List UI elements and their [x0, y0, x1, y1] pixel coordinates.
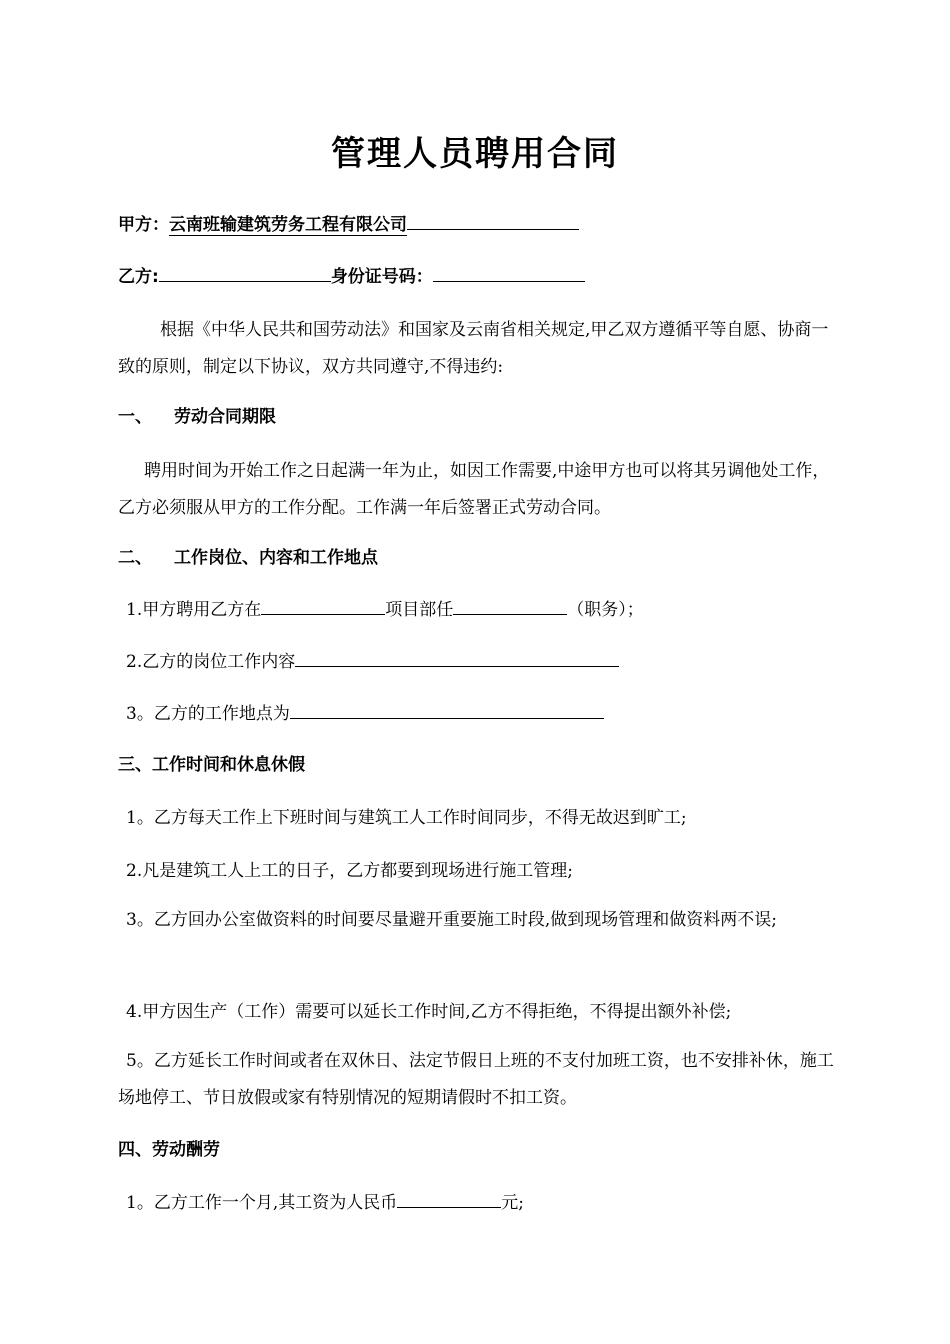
position-blank [453, 596, 567, 615]
id-number-label: 身份证号码： [330, 267, 433, 287]
job-content-blank [295, 648, 619, 667]
document-title: 管理人员聘用合同 [331, 134, 619, 174]
id-number-blank [433, 263, 585, 282]
section-2-item-1 [126, 596, 644, 624]
section-3-item-4: 4.甲方因生产（工作）需要可以延长工作时间,乙方不得拒绝，不得提出额外补偿; [126, 1002, 732, 1022]
section-1-paragraph: 聘用时间为开始工作之日起满一年为止，如因工作需要,中途甲方也可以将其另调他处工作，乙方必须服从甲方的工作分配。工作满一年后签署正式劳动合同。 [118, 461, 830, 518]
section-2-item-3 [126, 700, 604, 728]
section-4-item-1 [126, 1189, 524, 1217]
section-3-item-5: 5。乙方延长工作时间或者在双休日、法定节假日上班的不支付加班工资，也不安排补休，施工场地停工、节日放假或家有特别情况的短期请假时不扣工资。 [118, 1051, 834, 1108]
section-3-item-2: 2.凡是建筑工人上工的日子，乙方都要到现场进行施工管理; [126, 861, 573, 881]
party-a-line [118, 211, 579, 239]
party-b-name-blank [159, 263, 331, 282]
intro-paragraph: 根据《中华人民共和国劳动法》和国家及云南省相关规定,甲乙双方遵循平等自愿、协商一致的原则，制定以下协议，双方共同遵守,不得违约: [118, 320, 829, 377]
project-blank [261, 596, 385, 615]
party-b-line [118, 263, 585, 291]
section-3-heading: 三、工作时间和休息休假 [118, 755, 305, 775]
party-a-blank [407, 211, 579, 230]
section-4-heading: 四、劳动酬劳 [118, 1140, 220, 1160]
item-text: 3。乙方的工作地点为 [126, 704, 290, 724]
section-2-heading [118, 544, 378, 572]
item-text: 2.乙方的岗位工作内容 [126, 652, 296, 672]
salary-blank [397, 1189, 501, 1208]
item-text: （职务）； [567, 600, 644, 620]
item-text: 元; [501, 1193, 524, 1213]
party-b-label: 乙方: [118, 267, 159, 287]
item-text: 1.甲方聘用乙方在 [126, 600, 262, 620]
section-1-heading [118, 403, 276, 431]
work-location-blank [290, 700, 604, 719]
section-1-number: 一、 [118, 407, 152, 427]
party-a-name: 云南班输建筑劳务工程有限公司 [169, 215, 407, 235]
section-2-title: 工作岗位、内容和工作地点 [174, 548, 378, 568]
section-2-item-2 [126, 648, 619, 676]
section-2-number: 二、 [118, 548, 152, 568]
item-text: 1。乙方工作一个月,其工资为人民币 [126, 1193, 398, 1213]
section-3-item-3: 3。乙方回办公室做资料的时间要尽量避开重要施工时段,做到现场管理和做资料两不误; [126, 910, 777, 930]
section-3-item-1: 1。乙方每天工作上下班时间与建筑工人工作时间同步，不得无故迟到旷工; [126, 808, 687, 828]
item-text: 项目部任 [385, 600, 454, 620]
section-1-title: 劳动合同期限 [174, 407, 276, 427]
party-a-label: 甲方： [118, 215, 169, 235]
